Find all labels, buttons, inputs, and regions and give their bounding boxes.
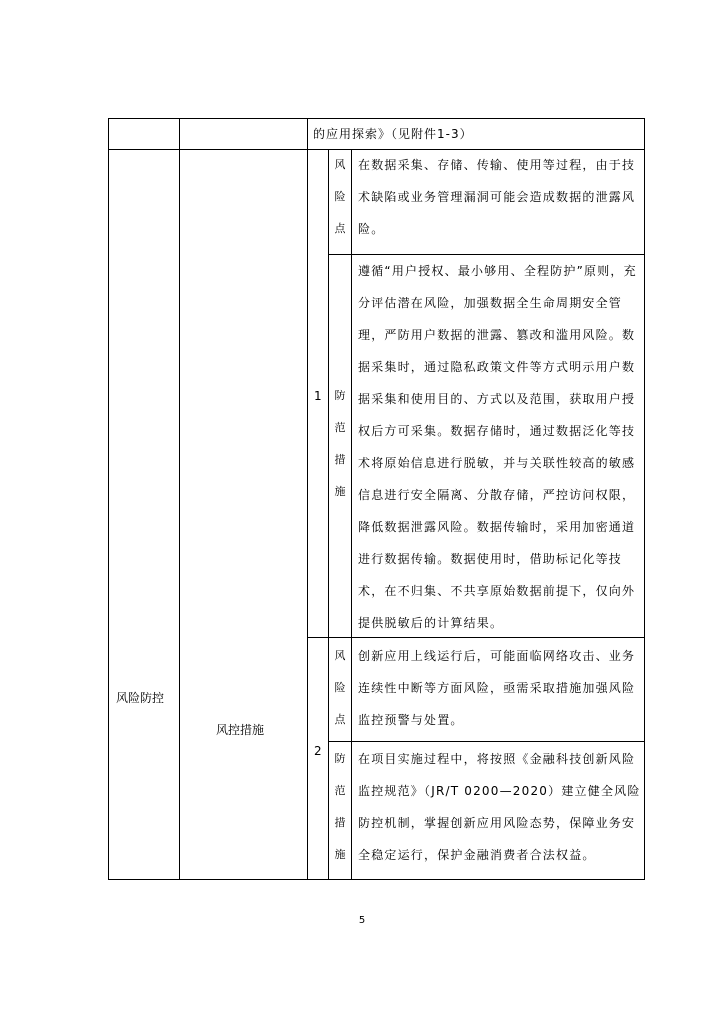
table-border-left [108, 118, 109, 880]
category-label: 风险防控 [116, 691, 165, 705]
column-divider [179, 118, 180, 880]
risk-point-text: 在数据采集、存储、传输、使用等过程，由于技术缺陷或业务管理漏洞可能会造成数据的泄露风险。 [358, 158, 636, 236]
risk-point-label: 风 险 点 [334, 158, 346, 235]
table-border-bottom [108, 879, 645, 880]
page-number: 5 [358, 915, 366, 926]
measure-label: 防 范 措 施 [334, 389, 346, 498]
measure-label: 防 范 措 施 [334, 752, 346, 861]
table-border-top [108, 118, 645, 119]
risk-point-label: 风 险 点 [334, 649, 346, 726]
subcategory-label: 风控措施 [216, 723, 265, 737]
group-number: 1 [314, 389, 322, 403]
group-number: 2 [314, 744, 322, 758]
row-divider [328, 741, 645, 742]
column-divider [307, 118, 308, 880]
measure-text: 遵循“用户授权、最小够用、全程防护”原则，充分评估潜在风险，加强数据全生命周期安全管理，严防用户数据的泄露、篡改和滥用风险。数据采集时，通过隐私政策文件等方式明示用户数据采集和使用目的、方式以及范围，获取用户授权后方可采集。数据存储时，通过数据泛化等技术将原始信息进行脱敏，并与关联性较高的敏感信息进行安全隔离、分散存储，严控访问权限，降低数据泄露风险。数据传输时，采用加密通道进行数据传输。数据使用时，借助标记化等技术，在不归集、不共享原始数据前提下，仅向外提供脱敏后的计算结果。 [358, 264, 637, 630]
measure-text: 在项目实施过程中，将按照《金融科技创新风险监控规范》（JR/T 0200—2020）建立健全风险防控机制，掌握创新应用风险态势，保障业务安全稳定运行，保护金融消费者合法权益。 [358, 752, 641, 862]
risk-point-text: 创新应用上线运行后，可能面临网络攻击、业务连续性中断等方面风险，亟需采取措施加强风险监控预警与处置。 [358, 649, 636, 727]
top-row-text: 的应用探索》（见附件1-3） [313, 127, 473, 141]
